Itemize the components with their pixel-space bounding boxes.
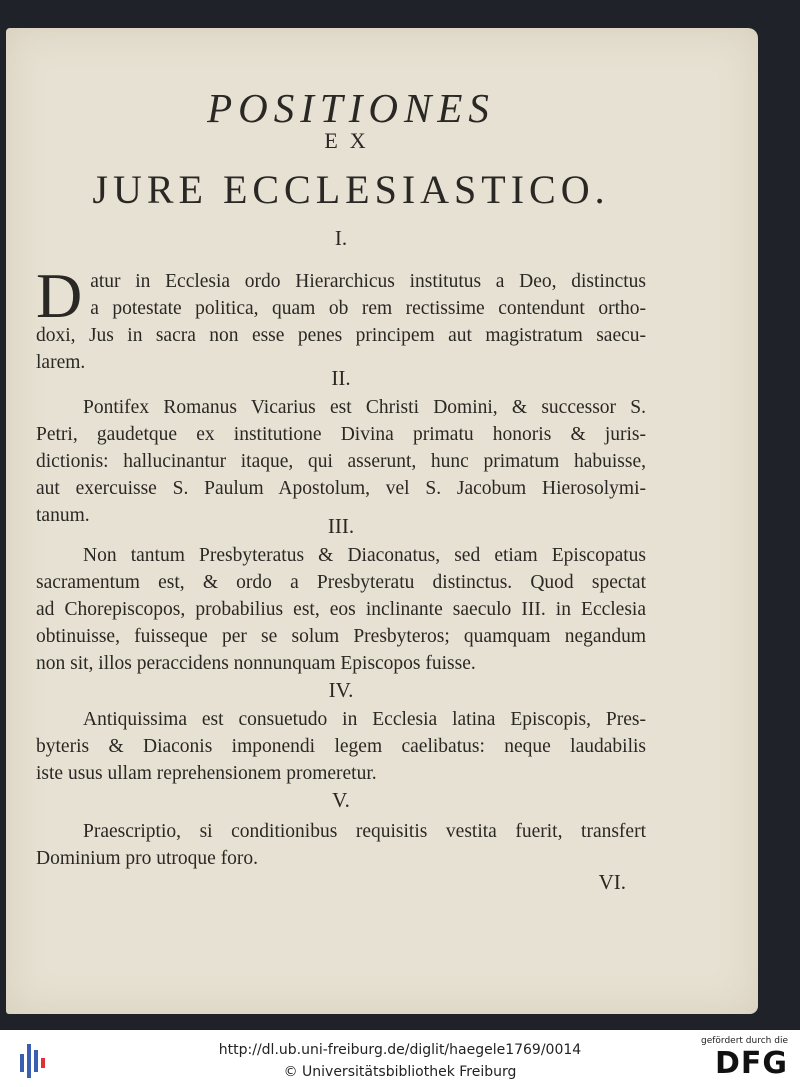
section-text-4	[36, 706, 646, 787]
title-jure-ecclesiastico: JURE ECCLESIASTICO.	[92, 167, 610, 212]
permalink-url[interactable]: http://dl.ub.uni-freiburg.de/diglit/haegele1769/0014	[218, 1042, 582, 1058]
text-line: Antiquissima est consuetudo in Ecclesia latina Episcopis, Pres-	[83, 709, 646, 730]
copyright-notice: © Universitätsbibliothek Freiburg	[283, 1064, 517, 1080]
section-numeral-4: IV.	[328, 678, 354, 702]
text-line: aut exercuisse S. Paulum Apostolum, vel S. Jacobum Hierosolymi-	[36, 478, 646, 499]
page-paper	[6, 28, 758, 1014]
section-numeral-2: II.	[331, 366, 351, 390]
text-line: obtinuisse, fuisseque per se solum Presbyteros; quamquam negandum	[36, 626, 646, 647]
drop-cap: D	[36, 260, 83, 331]
text-line: doxi, Jus in sacra non esse penes principem aut magistratum saecu-	[36, 325, 646, 346]
title-ex: EX	[324, 128, 378, 153]
section-numeral-5: V.	[332, 788, 350, 812]
text-line: atur in Ecclesia ordo Hierarchicus institutus a Deo, distinctus	[90, 271, 646, 292]
text-line: a potestate politica, quam ob rem rectissime contendunt ortho-	[90, 298, 646, 319]
text-line: ad Chorepiscopos, probabilius est, eos inclinante saeculo III. in Ecclesia	[36, 599, 646, 620]
dfg-caption: gefördert durch die	[701, 1036, 788, 1046]
text-line: Dominium pro utroque foro.	[36, 848, 259, 869]
dfg-logo: DFG	[714, 1046, 788, 1081]
section-numeral-3: III.	[327, 514, 355, 538]
text-line: Non tantum Presbyteratus & Diaconatus, sed etiam Episcopatus	[83, 545, 646, 566]
text-line: larem.	[36, 352, 86, 373]
section-text-5	[36, 818, 646, 872]
section-text-3	[36, 542, 646, 677]
section-text-1	[36, 260, 646, 376]
viewer-footer	[0, 1030, 800, 1087]
section-numeral-1: I.	[334, 226, 348, 250]
text-line: non sit, illos peraccidens nonnunquam Episcopos fuisse.	[36, 653, 476, 674]
title-positiones: POSITIONES	[207, 85, 495, 131]
text-line: Petri, gaudetque ex institutione Divina primatu honoris & juris-	[36, 424, 646, 445]
text-line: sacramentum est, & ordo a Presbyteratu distinctus. Quod spectat	[36, 572, 646, 593]
text-line: tanum.	[36, 505, 90, 526]
text-line: Pontifex Romanus Vicarius est Christi Domini, & successor S.	[83, 397, 646, 418]
text-line: byteris & Diaconis imponendi legem caelibatus: neque laudabilis	[36, 736, 646, 757]
section-text-2	[36, 394, 646, 529]
text-line: dictionis: hallucinantur itaque, qui asserunt, hunc primatum habuisse,	[36, 451, 646, 472]
catchword: VI.	[598, 870, 626, 894]
text-line: iste usus ullam reprehensionem promeretur.	[36, 763, 377, 784]
text-line: Praescriptio, si conditionibus requisitis vestita fuerit, transfert	[83, 821, 646, 842]
